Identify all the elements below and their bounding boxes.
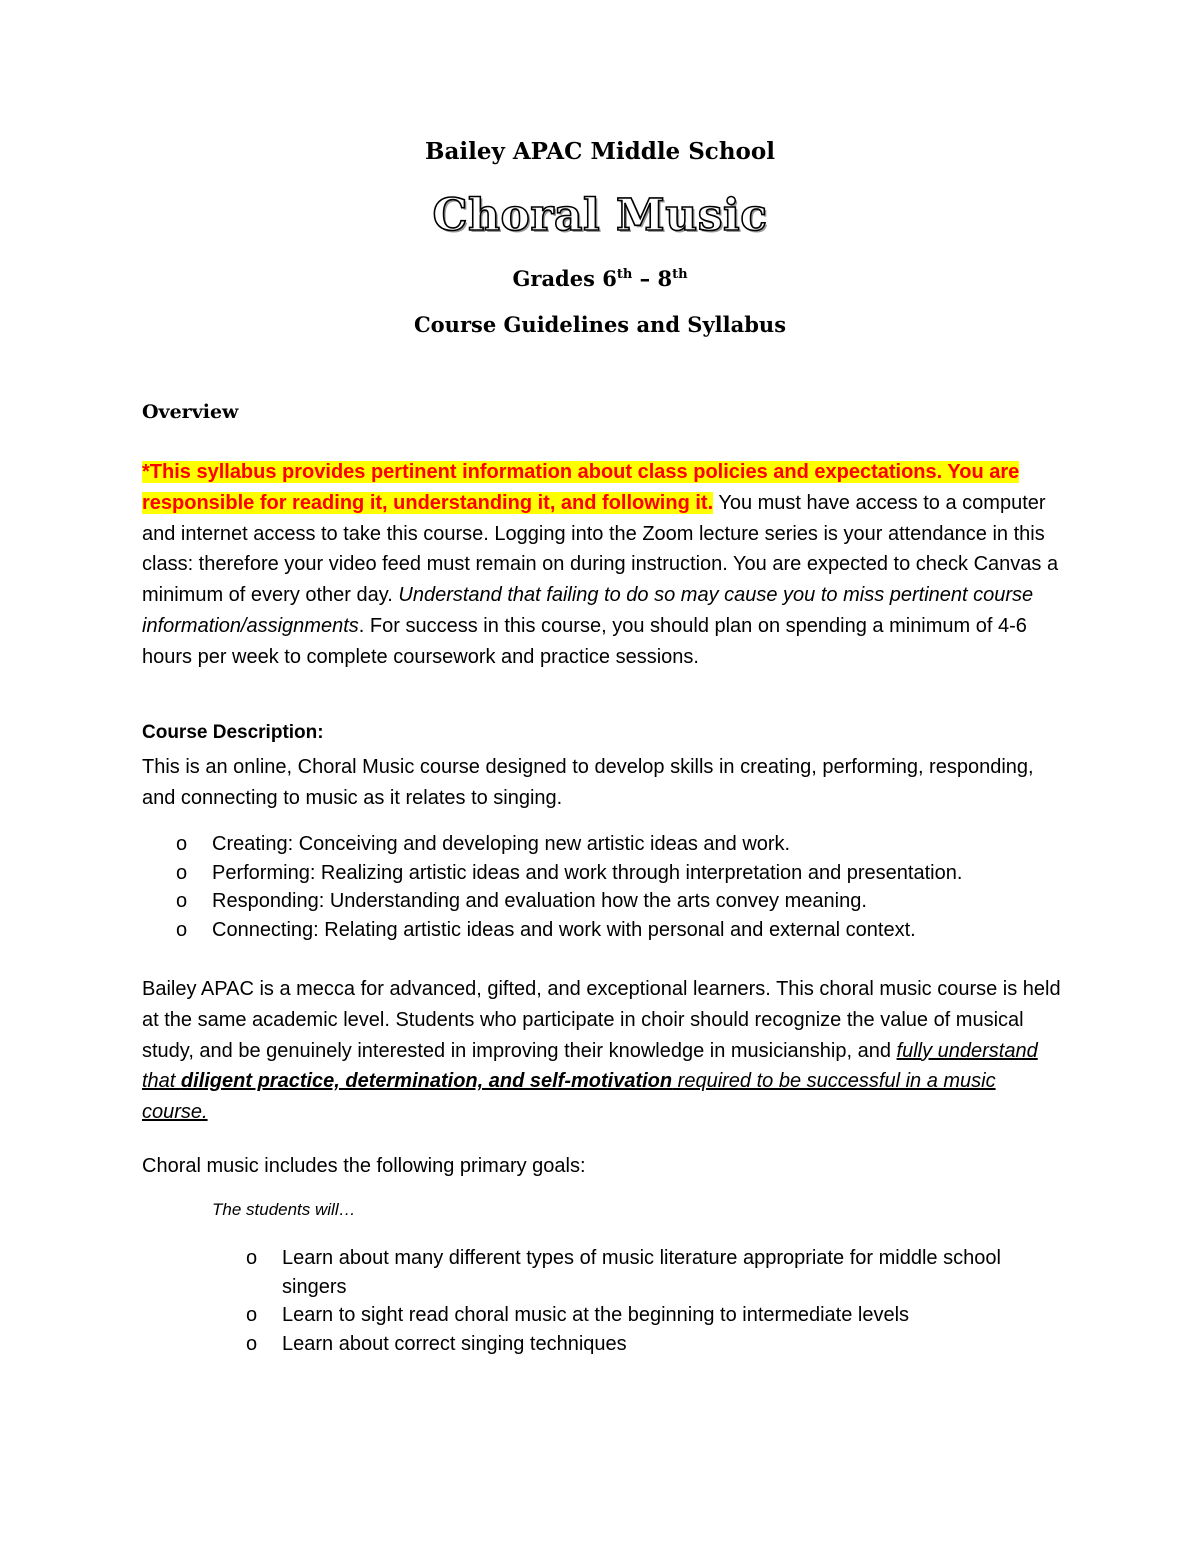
overview-highlight: *This syllabus provides pertinent information about class policies and expectations. You are responsible for reading it, understanding it, and following it. <box>142 461 1020 514</box>
grades-prefix: Grades 6 <box>512 266 617 291</box>
list-item <box>246 1244 1066 1301</box>
students-will: The students will… <box>212 1200 356 1219</box>
list-item <box>176 916 962 945</box>
grades-superscript-1: th <box>616 267 633 282</box>
bullet-icon: o <box>176 918 188 941</box>
bullet-icon: o <box>176 890 188 912</box>
list-item <box>176 887 962 916</box>
apac-paragraph <box>142 974 1062 1128</box>
list-item-text: Creating: Conceiving and developing new artistic ideas and work. <box>212 833 791 855</box>
overview-text-1: You must have access to a computer and internet access to take this course. Logging into the Zoom lecture series is your attendance in this class: therefore your video feed must remain on during instruction. You are expected to check Canvas a minimum of every other day. <box>142 491 1059 607</box>
bullet-icon: o <box>176 833 188 855</box>
list-item-text: Performing: Realizing artistic ideas and work through interpretation and presentation. <box>212 861 963 884</box>
overview-text-2: . For success in this course, you should plan on spending a minimum of 4-6 hours per week to complete coursework and practice sessions. <box>142 614 1027 668</box>
grades-mid: – 8 <box>632 266 673 291</box>
apac-bold-underline: diligent practice, determination, and self-motivation <box>180 1070 673 1093</box>
list-item <box>246 1330 1066 1359</box>
grades-line <box>0 266 1200 291</box>
list-item <box>176 859 962 888</box>
list-item-text: Learn to sight read choral music at the beginning to intermediate levels <box>282 1304 910 1326</box>
bullet-icon: o <box>176 861 188 884</box>
goals-list <box>246 1244 1066 1358</box>
overview-heading: Overview <box>142 401 239 423</box>
syllabus-subtitle: Course Guidelines and Syllabus <box>413 312 787 337</box>
course-description-text: This is an online, Choral Music course designed to develop skills in creating, performing, responding, and connecting to music as it relates to singing. <box>142 756 1034 809</box>
goals-intro: Choral music includes the following primary goals: <box>142 1155 586 1177</box>
strands-list <box>176 830 962 944</box>
apac-underline-2: required to be successful in a music course. <box>142 1070 996 1124</box>
list-item-text: Learn about correct singing techniques <box>282 1332 627 1355</box>
course-title: Choral Music <box>432 190 768 241</box>
course-description-heading: Course Description: <box>142 722 324 743</box>
apac-underline-1: fully understand that <box>142 1039 1038 1093</box>
list-item-text: Learn about many different types of music literature appropriate for middle school singers <box>282 1247 1001 1298</box>
overview-paragraph <box>142 457 1062 673</box>
list-item <box>246 1301 1066 1330</box>
list-item <box>176 830 962 859</box>
apac-text: Bailey APAC is a mecca for advanced, gifted, and exceptional learners. This choral music course is held at the same academic level. Students who participate in choir should recognize the value of musical study, and be genuinely interested in improving their knowledge in musicianship, and <box>142 978 1061 1062</box>
school-name: Bailey APAC Middle School <box>425 138 775 165</box>
list-item-text: Responding: Understanding and evaluation how the arts convey meaning. <box>212 890 867 912</box>
grades-superscript-2: th <box>672 267 688 282</box>
overview-italic: Understand that failing to do so may cause you to miss pertinent course information/assignments <box>142 584 1034 637</box>
bullet-icon: o <box>246 1247 258 1269</box>
bullet-icon: o <box>246 1304 258 1326</box>
bullet-icon: o <box>246 1332 258 1355</box>
list-item-text: Connecting: Relating artistic ideas and work with personal and external context. <box>212 918 916 941</box>
